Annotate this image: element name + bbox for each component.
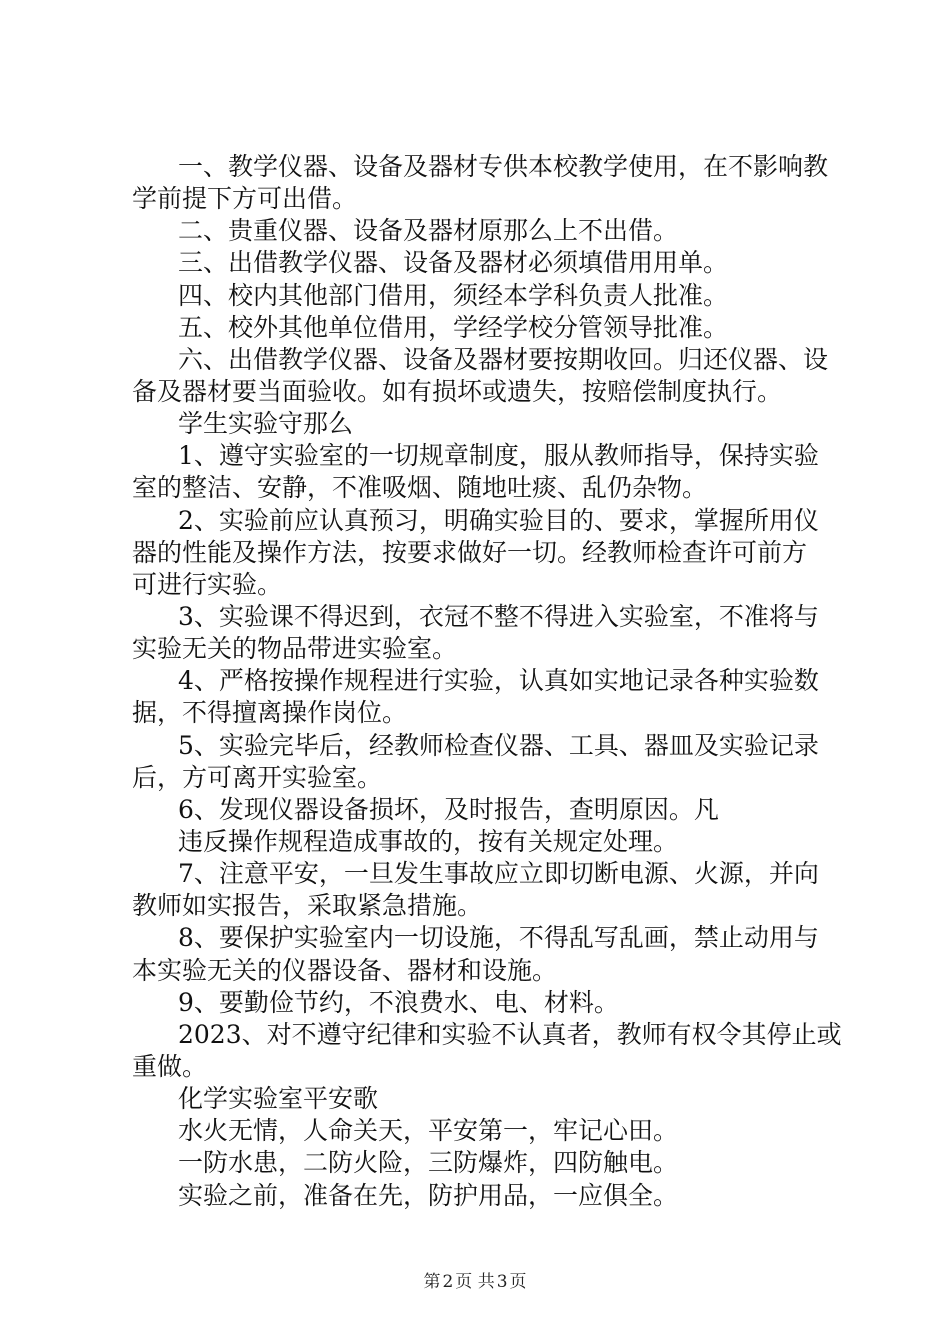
- text-line: 室的整洁、安静，不准吸烟、随地吐痰、乱仍杂物。: [132, 473, 708, 502]
- text-line: 8、要保护实验室内一切设施，不得乱写乱画，禁止动用与: [178, 923, 819, 952]
- text-line: 一、教学仪器、设备及器材专供本校教学使用，在不影响教: [178, 152, 829, 181]
- page-current: 2: [442, 1272, 454, 1292]
- text-line: 7、注意平安，一旦发生事故应立即切断电源、火源，并向: [178, 859, 819, 888]
- text-line: 四、校内其他部门借用，须经本学科负责人批准。: [178, 281, 729, 310]
- text-line: 3、实验课不得迟到，衣冠不整不得进入实验室，不准将与: [178, 602, 819, 631]
- text-line: 可进行实验。: [132, 570, 283, 599]
- text-line: 一防水患，二防火险，三防爆炸，四防触电。: [178, 1148, 679, 1177]
- text-line: 实验无关的物品带进实验室。: [132, 634, 458, 663]
- page-total: 3: [496, 1272, 508, 1292]
- text-line: 1、遵守实验室的一切规章制度，服从教师指导，保持实验: [178, 441, 819, 470]
- text-line: 4、严格按操作规程进行实验，认真如实地记录各种实验数: [178, 666, 819, 695]
- text-line: 教师如实报告，采取紧急措施。: [132, 891, 483, 920]
- text-line: 2023、对不遵守纪律和实验不认真者，教师有权令其停止或: [178, 1020, 842, 1049]
- text-line: 器的性能及操作方法，按要求做好一切。经教师检查许可前方: [132, 538, 808, 567]
- text-line: 6、发现仪器设备损坏，及时报告，查明原因。凡: [178, 795, 719, 824]
- text-line: 违反操作规程造成事故的，按有关规定处理。: [178, 827, 679, 856]
- page-label-mid: 页 共: [455, 1272, 495, 1292]
- text-line: 备及器材要当面验收。如有损坏或遗失，按赔偿制度执行。: [132, 377, 783, 406]
- text-line: 学前提下方可出借。: [132, 184, 358, 213]
- page-label-suffix: 页: [509, 1272, 527, 1292]
- page-footer: [0, 1272, 950, 1292]
- text-line: 水火无情，人命关天，平安第一，牢记心田。: [178, 1116, 679, 1145]
- page-label-prefix: 第: [423, 1272, 441, 1292]
- text-line: 2、实验前应认真预习，明确实验目的、要求，掌握所用仪: [178, 506, 819, 535]
- text-line: 本实验无关的仪器设备、器材和设施。: [132, 956, 558, 985]
- text-line: 5、实验完毕后，经教师检查仪器、工具、器皿及实验记录: [178, 731, 819, 760]
- text-line: 五、校外其他单位借用，学经学校分管领导批准。: [178, 313, 729, 342]
- text-line: 三、出借教学仪器、设备及器材必须填借用用单。: [178, 248, 729, 277]
- section-heading: 化学实验室平安歌: [178, 1084, 379, 1113]
- text-line: 据，不得擅离操作岗位。: [132, 698, 408, 727]
- text-line: 六、出借教学仪器、设备及器材要按期收回。归还仪器、设: [178, 345, 829, 374]
- text-line: 实验之前，准备在先，防护用品，一应俱全。: [178, 1181, 679, 1210]
- text-line: 9、要勤俭节约，不浪费水、电、材料。: [178, 988, 619, 1017]
- text-line: 后，方可离开实验室。: [132, 763, 383, 792]
- text-line: 二、贵重仪器、设备及器材原那么上不出借。: [178, 216, 679, 245]
- text-line: 重做。: [132, 1052, 208, 1081]
- section-heading: 学生实验守那么: [178, 409, 354, 438]
